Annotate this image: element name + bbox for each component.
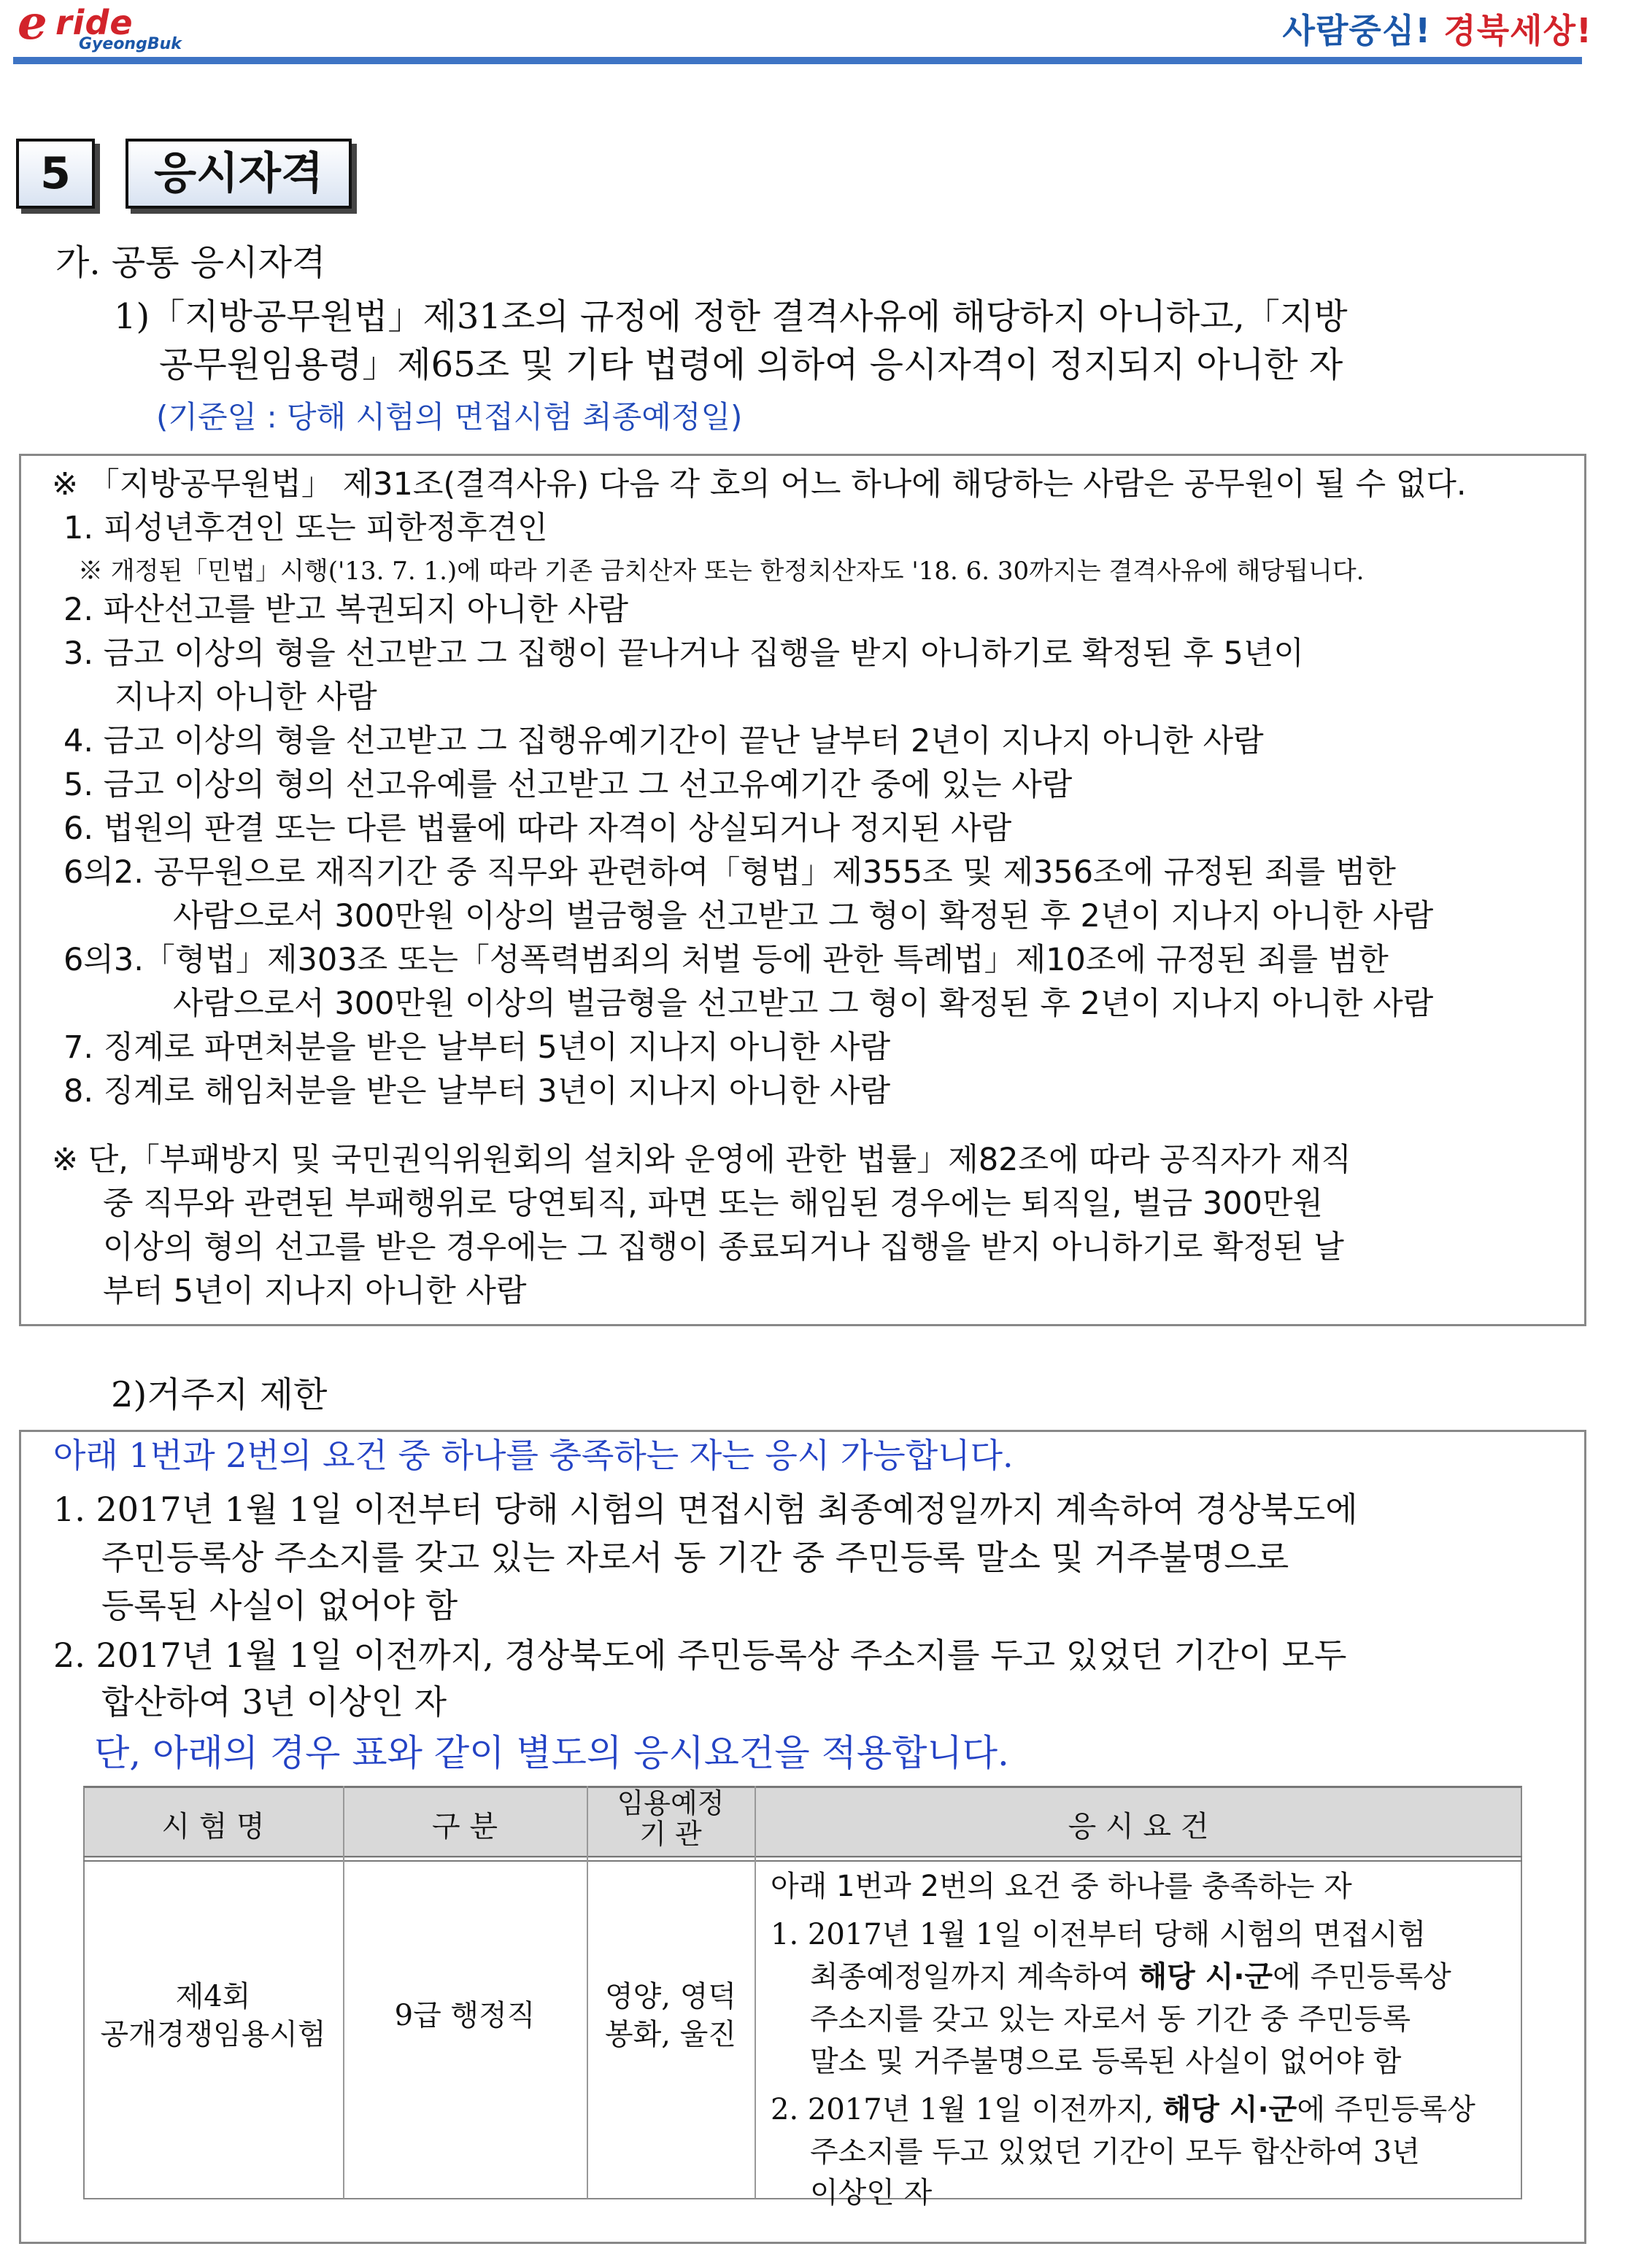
disq-intro: ※ 「지방공무원법」 제31조(결격사유) 다음 각 호의 어느 하나에 해당하는 사람은 공무원이 될 수 없다. — [52, 466, 1467, 503]
residence-exception: 단, 아래의 경우 표와 같이 별도의 응시요건을 적용합니다. — [94, 1732, 1009, 1774]
td-exam-line1: 제4회 — [175, 1980, 251, 2013]
td-req-1-line1: 1. 2017년 1월 1일 이전부터 당해 시험의 면접시험 — [771, 1918, 1427, 1951]
disq-item-7: 7. 징계로 파면처분을 받은 날부터 5년이 지나지 아니한 사람 — [63, 1029, 891, 1066]
disq-item-5: 5. 금고 이상의 형의 선고유예를 선고받고 그 선고유예기간 중에 있는 사람 — [63, 767, 1073, 803]
td-req-lead: 아래 1번과 2번의 요건 중 하나를 충족하는 자 — [771, 1870, 1352, 1903]
th-agency-line2: 기 관 — [639, 1818, 702, 1850]
td-req-2-line1-bold: 해당 시·군 — [1162, 2093, 1297, 2126]
disq-item-2: 2. 파산선고를 받고 복권되지 아니한 사람 — [63, 592, 628, 628]
td-req-2-line1-post: 에 주민등록상 — [1297, 2093, 1475, 2126]
slogan-part2: 경북세상! — [1443, 11, 1592, 50]
logo-main-text: ride — [55, 3, 134, 42]
td-req-1-line3: 주소지를 갖고 있는 자로서 동 기간 중 주민등록 — [810, 2002, 1411, 2036]
td-req-2-line3: 이상인 자 — [810, 2176, 933, 2210]
td-req-1-line2-post: 에 주민등록상 — [1273, 1960, 1451, 1994]
header-divider — [13, 57, 1582, 64]
th-requirements: 응 시 요 건 — [1068, 1810, 1209, 1843]
td-agency-line1: 영양, 영덕 — [605, 1980, 736, 2013]
section-title: 응시자격 — [126, 139, 352, 209]
table-header-divider — [83, 1856, 1522, 1862]
residence-heading: 2)거주지 제한 — [111, 1374, 328, 1415]
logo-e-mark: e — [18, 0, 47, 50]
disq-note-line3: 이상의 형의 선고를 받은 경우에는 그 집행이 종료되거나 집행을 받지 아니하기로 확정된 날 — [103, 1229, 1344, 1266]
eride-gyeongbuk-logo — [18, 0, 215, 54]
th-agency-line1: 임용예정 — [617, 1787, 725, 1819]
td-req-1-line2-pre: 최종예정일까지 계속하여 — [810, 1960, 1139, 1994]
base-date-note: (기준일 : 당해 시험의 면접시험 최종예정일) — [156, 399, 743, 435]
disq-item-6: 6. 법원의 판결 또는 다른 법률에 따라 자격이 상실되거나 정지된 사람 — [63, 810, 1012, 847]
disq-item-6-3-line1: 6의3.「형법」제303조 또는「성폭력범죄의 처벌 등에 관한 특례법」제10조에 규정된 죄를 범한 — [63, 942, 1389, 978]
disq-item-8: 8. 징계로 해임처분을 받은 날부터 3년이 지나지 아니한 사람 — [63, 1073, 891, 1110]
slogan-part1: 사람중심! — [1282, 11, 1432, 50]
residence-req-2-line2: 합산하여 3년 이상인 자 — [101, 1682, 447, 1722]
td-agency-line2: 봉화, 울진 — [605, 2018, 736, 2051]
td-req-2-line1-pre: 2. 2017년 1월 1일 이전까지, — [771, 2093, 1163, 2126]
disq-item-6-2-line2: 사람으로서 300만원 이상의 벌금형을 선고받고 그 형이 확정된 후 2년이 지나지 아니한 사람 — [173, 898, 1434, 934]
common-item1-line2: 공무원임용령」제65조 및 기타 법령에 의하여 응시자격이 정지되지 아니한 자 — [159, 344, 1343, 385]
residence-req-2-line1: 2. 2017년 1월 1일 이전까지, 경상북도에 주민등록상 주소지를 두고 있었던 기간이 모두 — [53, 1636, 1347, 1675]
disq-item-6-2-line1: 6의2. 공무원으로 재직기간 중 직무와 관련하여「형법」제355조 및 제356조에 규정된 죄를 범한 — [63, 854, 1396, 891]
disqualification-box — [19, 454, 1586, 1326]
th-exam-name: 시 험 명 — [161, 1810, 265, 1843]
td-category: 9급 행정직 — [394, 1999, 536, 2032]
disq-item-4: 4. 금고 이상의 형을 선고받고 그 집행유예기간이 끝난 날부터 2년이 지나지 아니한 사람 — [63, 723, 1264, 759]
td-req-1-line4: 말소 및 거주불명으로 등록된 사실이 없어야 함 — [810, 2045, 1402, 2078]
logo-sub-text: GyeongBuk — [79, 35, 182, 53]
section-number: 5 — [16, 139, 95, 209]
col-divider-1 — [343, 1786, 344, 2199]
td-req-2-line2: 주소지를 두고 있었던 기간이 모두 합산하여 3년 — [810, 2135, 1420, 2169]
special-requirements-table — [83, 1786, 1522, 2210]
residence-req-1-line1: 1. 2017년 1월 1일 이전부터 당해 시험의 면접시험 최종예정일까지 계속하여 경상북도에 — [53, 1490, 1358, 1529]
disq-note-line2: 중 직무와 관련된 부패행위로 당연퇴직, 파면 또는 해임된 경우에는 퇴직일, 벌금 300만원 — [103, 1185, 1324, 1222]
disq-note-line1: ※ 단,「부패방지 및 국민권익위원회의 설치와 운영에 관한 법률」제82조에 따라 공직자가 재직 — [52, 1142, 1351, 1178]
td-req-1-line2-bold: 해당 시·군 — [1138, 1960, 1273, 1994]
common-heading: 가. 공통 응시자격 — [55, 242, 326, 283]
disq-item-3-line1: 3. 금고 이상의 형을 선고받고 그 집행이 끝나거나 집행을 받지 아니하기로 확정된 후 5년이 — [63, 635, 1304, 672]
col-divider-3 — [755, 1786, 756, 2199]
disq-item-1-note: ※ 개정된「민법」시행('13. 7. 1.)에 따라 기존 금치산자 또는 한정치산자도 '18. 6. 30까지는 결격사유에 해당됩니다. — [78, 557, 1365, 586]
residence-req-1-line2: 주민등록상 주소지를 갖고 있는 자로서 동 기간 중 주민등록 말소 및 거주불명으로 — [101, 1538, 1289, 1577]
disq-item-3-line2: 지나지 아니한 사람 — [115, 679, 377, 716]
common-item1-line1: 1)「지방공무원법」제31조의 규정에 정한 결격사유에 해당하지 아니하고,「지방 — [114, 296, 1348, 337]
page-header — [0, 0, 1636, 73]
residence-req-1-line3: 등록된 사실이 없어야 함 — [101, 1586, 458, 1625]
disq-note-line4: 부터 5년이 지나지 아니한 사람 — [103, 1273, 527, 1309]
disq-item-1: 1. 피성년후견인 또는 피한정후견인 — [63, 510, 548, 546]
th-category: 구 분 — [432, 1810, 498, 1843]
td-req-2-line1 — [771, 2089, 1475, 2130]
td-req-1-line2 — [810, 1957, 1451, 1997]
disq-item-6-3-line2: 사람으로서 300만원 이상의 벌금형을 선고받고 그 형이 확정된 후 2년이 지나지 아니한 사람 — [173, 986, 1434, 1022]
residence-lead: 아래 1번과 2번의 요건 중 하나를 충족하는 자는 응시 가능합니다. — [53, 1436, 1014, 1475]
td-exam-line2: 공개경쟁임용시험 — [100, 2018, 326, 2051]
slogan — [1283, 4, 1592, 53]
